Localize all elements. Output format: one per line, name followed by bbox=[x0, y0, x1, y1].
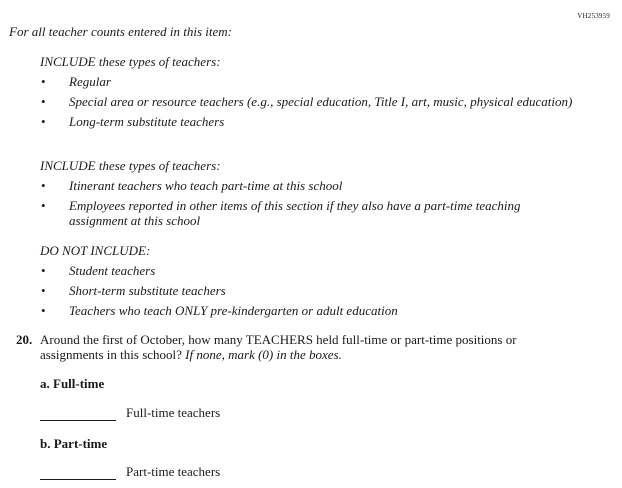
list-item: • Student teachers bbox=[41, 263, 156, 278]
include-list-1 bbox=[40, 74, 580, 129]
bullet-icon: • bbox=[41, 178, 46, 193]
question-20 bbox=[16, 332, 576, 362]
part-time-teachers-input[interactable] bbox=[40, 466, 116, 480]
bullet-icon: • bbox=[41, 198, 46, 213]
list-item: • Itinerant teachers who teach part-time at this school bbox=[41, 178, 343, 193]
list-item: • Special area or resource teachers (e.g., special education, Title I, art, music, physical education) bbox=[41, 94, 573, 109]
include-section-1 bbox=[40, 54, 580, 134]
full-time-teachers-input[interactable] bbox=[40, 407, 116, 421]
bullet-icon: • bbox=[41, 283, 46, 298]
list-item: • Employees reported in other items of this section if they also have a part-time teaching assignment at this school bbox=[41, 198, 521, 228]
exclude-list bbox=[40, 263, 580, 318]
question-text-block bbox=[40, 332, 576, 362]
part-time-field-label: Part-time teachers bbox=[126, 464, 221, 479]
bullet-icon: • bbox=[41, 303, 46, 318]
document-id: VH253959 bbox=[577, 12, 610, 20]
list-item: • Long-term substitute teachers bbox=[41, 114, 225, 129]
list-item: • Teachers who teach ONLY pre-kindergarten or adult education bbox=[41, 303, 398, 318]
full-time-answer-row bbox=[40, 405, 220, 421]
exclude-heading: DO NOT INCLUDE: bbox=[40, 243, 151, 258]
part-b-label: b. Part-time bbox=[40, 436, 108, 451]
include-list-2 bbox=[40, 178, 580, 228]
bullet-icon: • bbox=[41, 74, 46, 89]
question-text: Around the first of October, how many TEACHERS held full-time or part-time positions or assignments in this school? bbox=[40, 332, 517, 362]
bullet-icon: • bbox=[41, 263, 46, 278]
part-time-answer-row bbox=[40, 464, 220, 480]
list-item: • Regular bbox=[41, 74, 111, 89]
full-time-field-label: Full-time teachers bbox=[126, 405, 221, 420]
exclude-section bbox=[40, 243, 580, 323]
question-instruction: If none, mark (0) in the boxes. bbox=[185, 347, 342, 362]
include-section-2 bbox=[40, 158, 580, 233]
bullet-icon: • bbox=[41, 114, 46, 129]
intro-text: For all teacher counts entered in this item: bbox=[9, 24, 232, 39]
include-heading-2: INCLUDE these types of teachers: bbox=[40, 158, 221, 173]
include-heading-1: INCLUDE these types of teachers: bbox=[40, 54, 221, 69]
part-a-label: a. Full-time bbox=[40, 376, 105, 391]
bullet-icon: • bbox=[41, 94, 46, 109]
list-item: • Short-term substitute teachers bbox=[41, 283, 226, 298]
question-number: 20. bbox=[16, 332, 33, 347]
